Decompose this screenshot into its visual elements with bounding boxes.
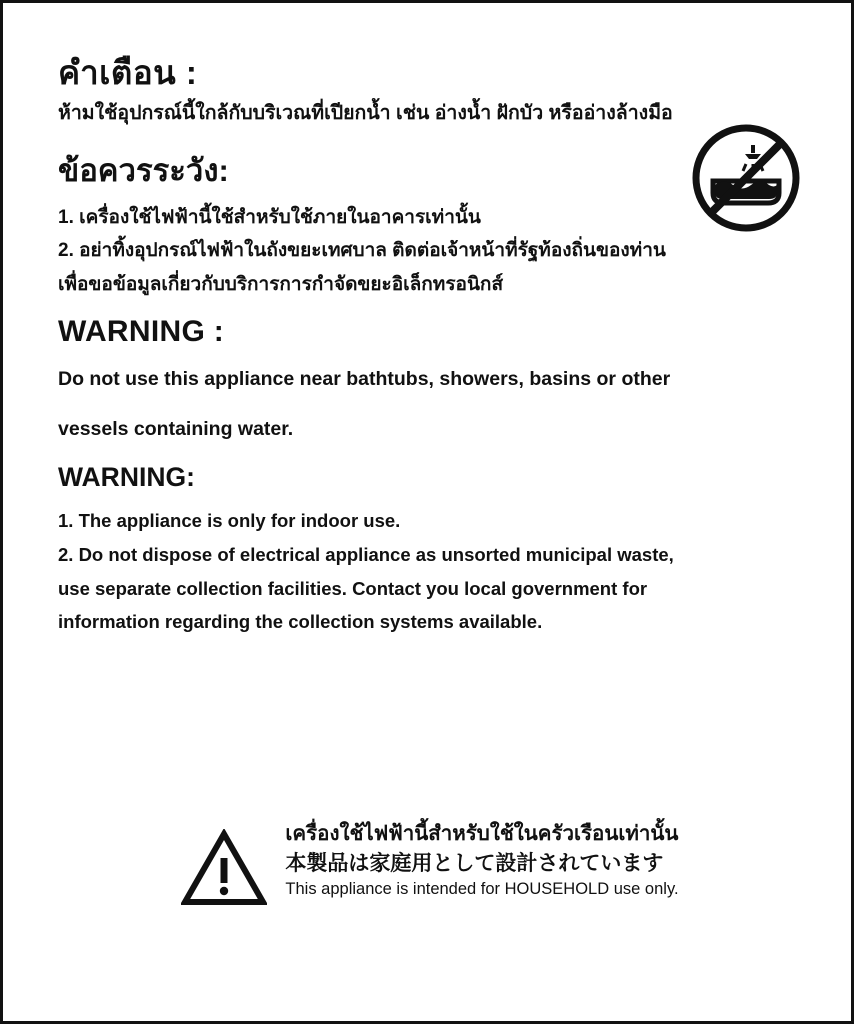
english-caution-list	[58, 504, 806, 639]
thai-caution-list	[58, 201, 778, 301]
footer-japanese-text: 本製品は家庭用として設計されています	[285, 850, 664, 875]
thai-warning-title: คำเตือน :	[58, 54, 198, 91]
no-water-bathtub-icon	[691, 123, 801, 233]
thai-caution-title: ข้อควรระวัง:	[58, 152, 229, 188]
english-warning-body-line1: Do not use this appliance near bathtubs, showers, basins or other	[58, 367, 671, 390]
english-warning-title: WARNING :	[58, 314, 225, 348]
list-item: 2. Do not dispose of electrical appliance as unsorted municipal waste,	[58, 543, 674, 565]
warning-triangle-icon	[181, 829, 267, 907]
list-item: use separate collection facilities. Contact you local government for	[58, 577, 648, 599]
list-item: 1. เครื่องใช้ไฟฟ้านี้ใช้สำหรับใช้ภายในอาคารเท่านั้น	[58, 207, 481, 229]
english-caution-title: WARNING:	[58, 462, 195, 493]
footer-text-block	[285, 811, 678, 900]
thai-warning-body: ห้ามใช้อุปกรณ์นี้ใกล้กับบริเวณที่เปียกน้ำ เช่น อ่างน้ำ ฝักบัว หรืออ่างล้างมือ	[58, 101, 673, 124]
list-item: 2. อย่าทิ้งอุปกรณ์ไฟฟ้าในถังขยะเทศบาล ติดต่อเจ้าหน้าที่รัฐท้องถิ่นของท่าน	[58, 240, 666, 262]
english-warning-body-line2: vessels containing water.	[58, 418, 294, 441]
list-item: 1. The appliance is only for indoor use.	[58, 510, 401, 532]
footer-thai-text: เครื่องใช้ไฟฟ้านี้สำหรับใช้ในครัวเรือนเท่านั้น	[285, 822, 679, 845]
list-item: information regarding the collection systems available.	[58, 611, 543, 633]
footer-household-notice	[3, 811, 854, 907]
footer-english-text: This appliance is intended for HOUSEHOLD use only.	[285, 879, 679, 898]
list-item: เพื่อขอข้อมูลเกี่ยวกับบริการการกำจัดขยะอิเล็กทรอนิกส์	[58, 273, 504, 295]
